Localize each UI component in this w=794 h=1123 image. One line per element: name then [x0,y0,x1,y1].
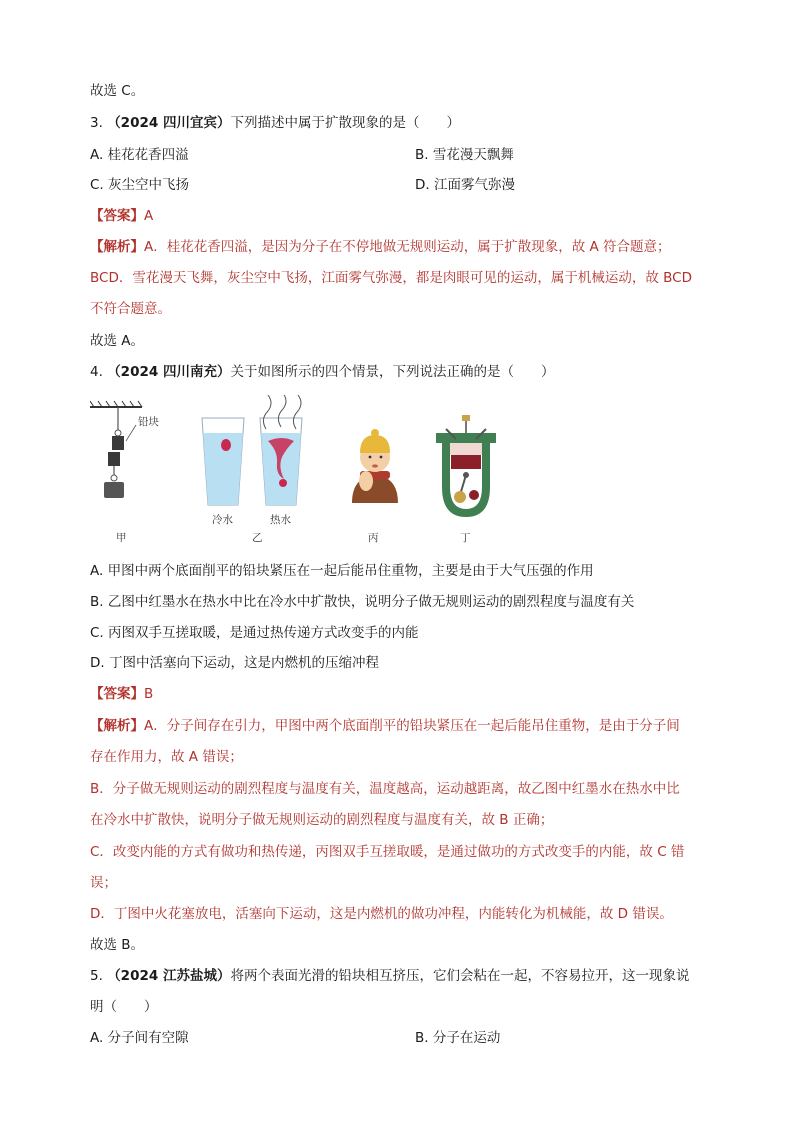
figure-bing [352,429,398,544]
q4-conclusion: 故选 B。 [90,937,145,953]
q4-option-a: A. 甲图中两个底面削平的铅块紧压在一起后能吊住重物，主要是由于大气压强的作用 [90,563,594,579]
hot-water-label: 热水 [270,514,291,526]
figure-yi [202,395,302,544]
q4-answer [90,684,153,704]
q4-number: 4. [90,364,103,380]
q4-figure [90,395,550,550]
q4-analysis-2: 存在作用力，故 A 错误； [90,749,243,765]
prev-conclusion: 故选 C。 [90,83,145,99]
q4-figure-svg [90,395,550,550]
q4-analysis-7: D．丁图中火花塞放电，活塞向下运动，这是内燃机的做功冲程，内能转化为机械能，故 D 错误。 [90,906,673,922]
q3-option-a: A. 桂花花香四溢 [90,147,189,163]
q5-number: 5. [90,968,103,984]
q4-analysis-tag: 【解析】 [90,718,144,734]
q3-analysis-3: 不符合题意。 [90,301,171,317]
q4-stem: 关于如图所示的四个情景，下列说法正确的是（ ） [230,364,555,380]
q3-analysis-tag: 【解析】 [90,239,144,255]
q4-analysis-text-1: A．分子间存在引力，甲图中两个底面削平的铅块紧压在一起后能吊住重物，是由于分子间 [144,718,680,734]
q4-answer-value: B [144,686,154,702]
q4-analysis-5: C．改变内能的方式有做功和热传递，丙图双手互搓取暖，是通过做功的方式改变手的内能，故 C 错 [90,844,685,860]
cold-water-label: 冷水 [212,514,233,526]
figure-jia [90,401,159,544]
q5-stem: 将两个表面光滑的铅块相互挤压，它们会粘在一起，不容易拉开，这一现象说 [230,968,690,984]
caption-yi: 乙 [252,532,263,544]
question-5 [90,966,689,986]
q3-number: 3. [90,115,103,131]
q4-option-b: B. 乙图中红墨水在热水中比在冷水中扩散快，说明分子做无规则运动的剧烈程度与温度有关 [90,594,635,610]
question-4 [90,362,554,382]
q3-option-d: D. 江面雾气弥漫 [415,177,515,193]
q5-stem-cont: 明（ ） [90,999,158,1015]
caption-jia: 甲 [116,532,127,544]
q4-analysis-1 [90,716,680,736]
q3-analysis-2: BCD．雪花漫天飞舞，灰尘空中飞扬，江面雾气弥漫，都是肉眼可见的运动，属于机械运动，故 BCD [90,270,692,286]
q3-answer-tag: 【答案】 [90,208,144,224]
q3-option-c: C. 灰尘空中飞扬 [90,177,190,193]
caption-bing: 丙 [368,532,379,544]
q4-analysis-6: 误； [90,875,117,891]
q3-analysis-text-1: A．桂花花香四溢，是因为分子在不停地做无规则运动，属于扩散现象，故 A 符合题意； [144,239,671,255]
q3-source: （2024 四川宜宾） [107,115,231,131]
q4-option-d: D. 丁图中活塞向下运动，这是内燃机的压缩冲程 [90,655,379,671]
q4-source: （2024 四川南充） [107,364,231,380]
figure-ding [436,415,496,544]
q4-option-c: C. 丙图双手互搓取暖，是通过热传递方式改变手的内能 [90,625,419,641]
q3-answer [90,206,153,226]
q4-analysis-4: 在冷水中扩散快，说明分子做无规则运动的剧烈程度与温度有关，故 B 正确； [90,812,554,828]
q3-conclusion: 故选 A。 [90,333,145,349]
q3-option-b: B. 雪花漫天飘舞 [415,147,514,163]
q4-analysis-3: B．分子做无规则运动的剧烈程度与温度有关，温度越高，运动越距离，故乙图中红墨水在热水中比 [90,781,680,797]
q3-analysis-1 [90,237,671,257]
caption-ding: 丁 [460,532,471,544]
q5-source: （2024 江苏盐城） [107,968,231,984]
q3-stem: 下列描述中属于扩散现象的是（ ） [230,115,460,131]
q5-option-a: A. 分子间有空隙 [90,1030,189,1046]
question-3 [90,113,460,133]
q4-answer-tag: 【答案】 [90,686,144,702]
lead-label: 铅块 [138,416,159,428]
q5-option-b: B. 分子在运动 [415,1030,501,1046]
q3-answer-value: A [144,208,154,224]
